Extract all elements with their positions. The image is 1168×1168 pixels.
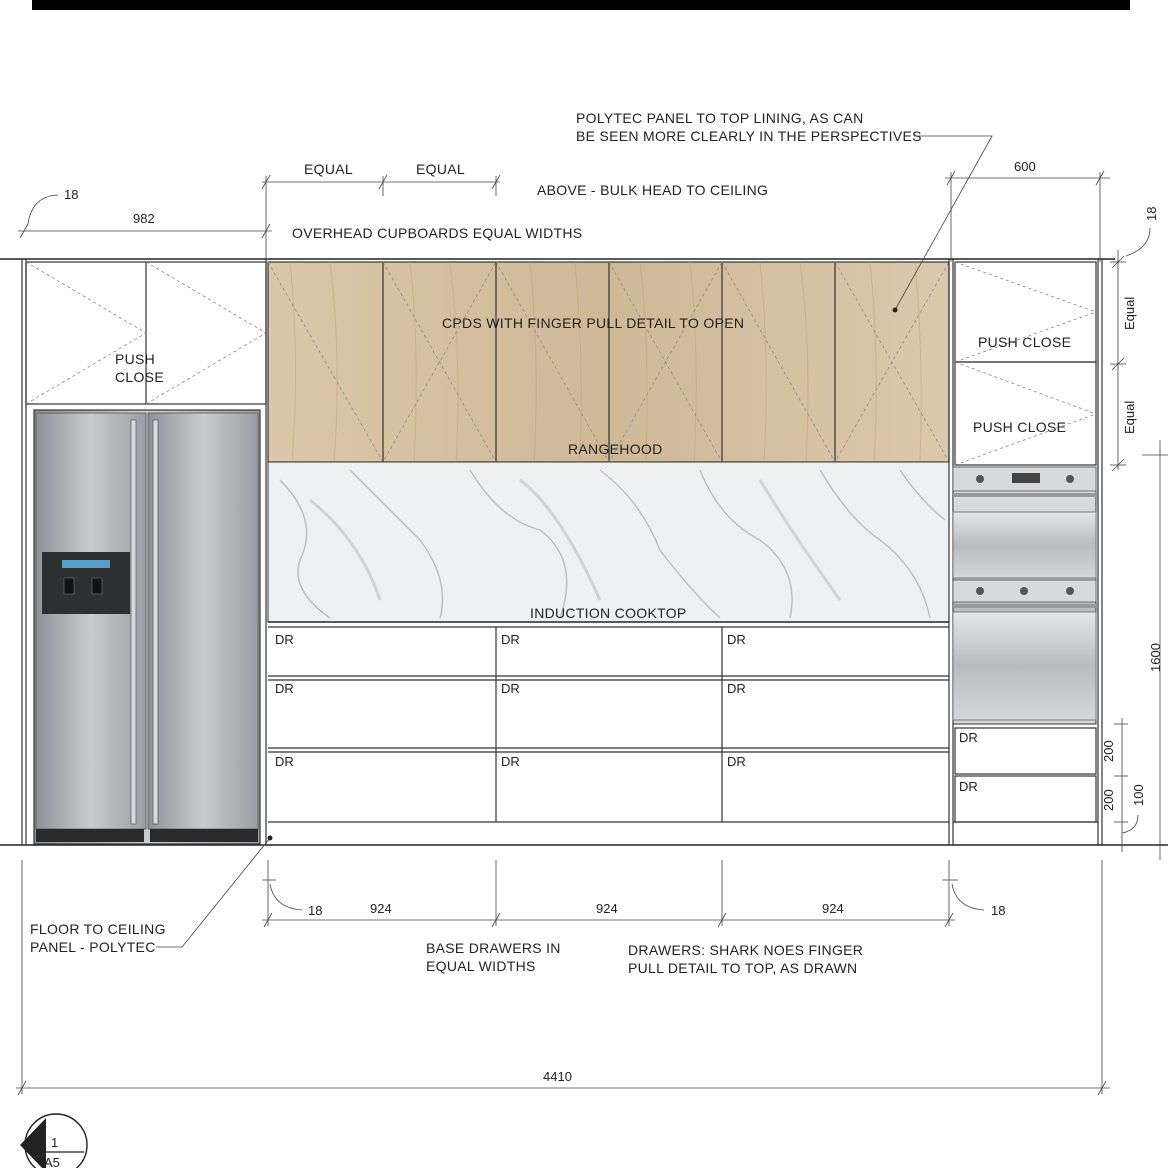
fridge-left-handle — [131, 420, 136, 824]
fridge — [34, 410, 260, 844]
fridge-right-handle — [153, 420, 158, 824]
fridge-left-door — [36, 413, 146, 829]
polytec-note-line1: POLYTEC PANEL TO TOP LINING, AS CAN — [576, 110, 864, 126]
push-close-left-line1: PUSH — [115, 351, 156, 367]
dim-600: 600 — [1014, 159, 1036, 174]
push-close-right-bottom: PUSH CLOSE — [973, 419, 1067, 435]
leader-right-18 — [1126, 228, 1150, 256]
oven-upper-door — [953, 512, 1096, 578]
oven-lower-handle — [953, 604, 1096, 608]
drawer-label: DR — [727, 681, 746, 696]
drawer-label: DR — [727, 632, 746, 647]
overhead-note: OVERHEAD CUPBOARDS EQUAL WIDTHS — [292, 225, 583, 241]
leader-plinth — [1122, 815, 1138, 833]
drawers-note-line1: DRAWERS: SHARK NOES FINGER — [628, 942, 864, 958]
dim-base-924-2: 924 — [596, 901, 618, 916]
right-dimensions — [1101, 207, 1168, 860]
oven-display — [1012, 473, 1040, 483]
leader-base-18-left — [270, 884, 302, 910]
section-sheet: A5 — [44, 1155, 60, 1168]
push-close-right-top: PUSH CLOSE — [978, 334, 1072, 350]
base-drawers-note-line2: EQUAL WIDTHS — [426, 958, 536, 974]
drawer-label: DR — [275, 681, 294, 696]
dim-left-18: 18 — [64, 187, 79, 202]
dim-base-924-3: 924 — [822, 901, 844, 916]
push-close-left-line2: CLOSE — [115, 369, 164, 385]
floor-panel-note-line2: PANEL - POLYTEC — [30, 939, 156, 955]
fridge-dispenser-spout-right — [92, 578, 102, 594]
dim-plinth-100: 100 — [1131, 784, 1146, 806]
cpds-note: CPDS WITH FINGER PULL DETAIL TO OPEN — [442, 315, 745, 331]
dim-drawer-200-2: 200 — [1101, 789, 1116, 811]
oven-knob-icon — [1066, 587, 1074, 595]
splashback-panel — [268, 462, 949, 622]
induction-cooktop-label: INDUCTION COOKTOP — [530, 605, 687, 621]
dim-982: 982 — [133, 211, 155, 226]
bottom-dimensions — [16, 836, 1110, 1096]
drawer-label: DR — [275, 754, 294, 769]
bulkhead-note: ABOVE - BULK HEAD TO CEILING — [537, 182, 769, 198]
leader-left-18 — [28, 195, 58, 224]
fridge-right-kickplate — [150, 829, 258, 842]
dim-base-18-left: 18 — [308, 903, 323, 918]
dim-right-18: 18 — [1144, 206, 1159, 221]
dim-total-4410: 4410 — [543, 1069, 572, 1084]
marble-splashback — [268, 462, 949, 622]
drawer-label: DR — [727, 754, 746, 769]
dim-equal-upper: Equal — [1122, 296, 1137, 330]
oven-lower-door — [953, 612, 1096, 720]
dim-drawer-200-1: 200 — [1101, 740, 1116, 762]
floor-panel-note-line1: FLOOR TO CEILING — [30, 921, 166, 937]
drawer-label: DR — [275, 632, 294, 647]
oven-top-handle — [953, 493, 1096, 497]
drawer-label: DR — [501, 754, 520, 769]
oven-tower — [953, 262, 1098, 822]
rangehood-label: RANGEHOOD — [568, 441, 663, 457]
floor-panel-leader — [156, 838, 270, 947]
dim-equal-lower: Equal — [1122, 400, 1137, 434]
oven-knob-icon — [1020, 587, 1028, 595]
equal-label-2: EQUAL — [416, 161, 465, 177]
fridge-right-door — [148, 413, 258, 829]
dim-1600: 1600 — [1148, 643, 1163, 672]
equal-label-1: EQUAL — [304, 161, 353, 177]
drawer-label: DR — [959, 779, 978, 794]
polytec-note-line2: BE SEEN MORE CLEARLY IN THE PERSPECTIVES — [576, 128, 922, 144]
fridge-dispenser-display — [62, 560, 110, 568]
fridge-left-kickplate — [36, 829, 144, 842]
dim-base-924-1: 924 — [370, 901, 392, 916]
drawer-label: DR — [959, 730, 978, 745]
drawer-label: DR — [501, 632, 520, 647]
overhead-cupboards — [268, 262, 949, 462]
oven-knob-icon — [976, 475, 984, 483]
leader-dot — [893, 308, 898, 313]
top-border-bar — [32, 0, 1130, 10]
section-marker — [20, 1114, 87, 1168]
drawers-note-line2: PULL DETAIL TO TOP, AS DRAWN — [628, 960, 858, 976]
dim-base-18-right: 18 — [991, 903, 1006, 918]
oven-knob-icon — [1066, 475, 1074, 483]
leader-dot — [268, 836, 273, 841]
base-drawers-note-line1: BASE DRAWERS IN — [426, 940, 561, 956]
leader-base-18-right — [952, 884, 984, 910]
drawer-label: DR — [501, 681, 520, 696]
fridge-dispenser-spout-left — [64, 578, 74, 594]
section-number: 1 — [51, 1135, 59, 1150]
tower-lower-cupboard — [955, 362, 1096, 465]
oven-knob-icon — [976, 587, 984, 595]
